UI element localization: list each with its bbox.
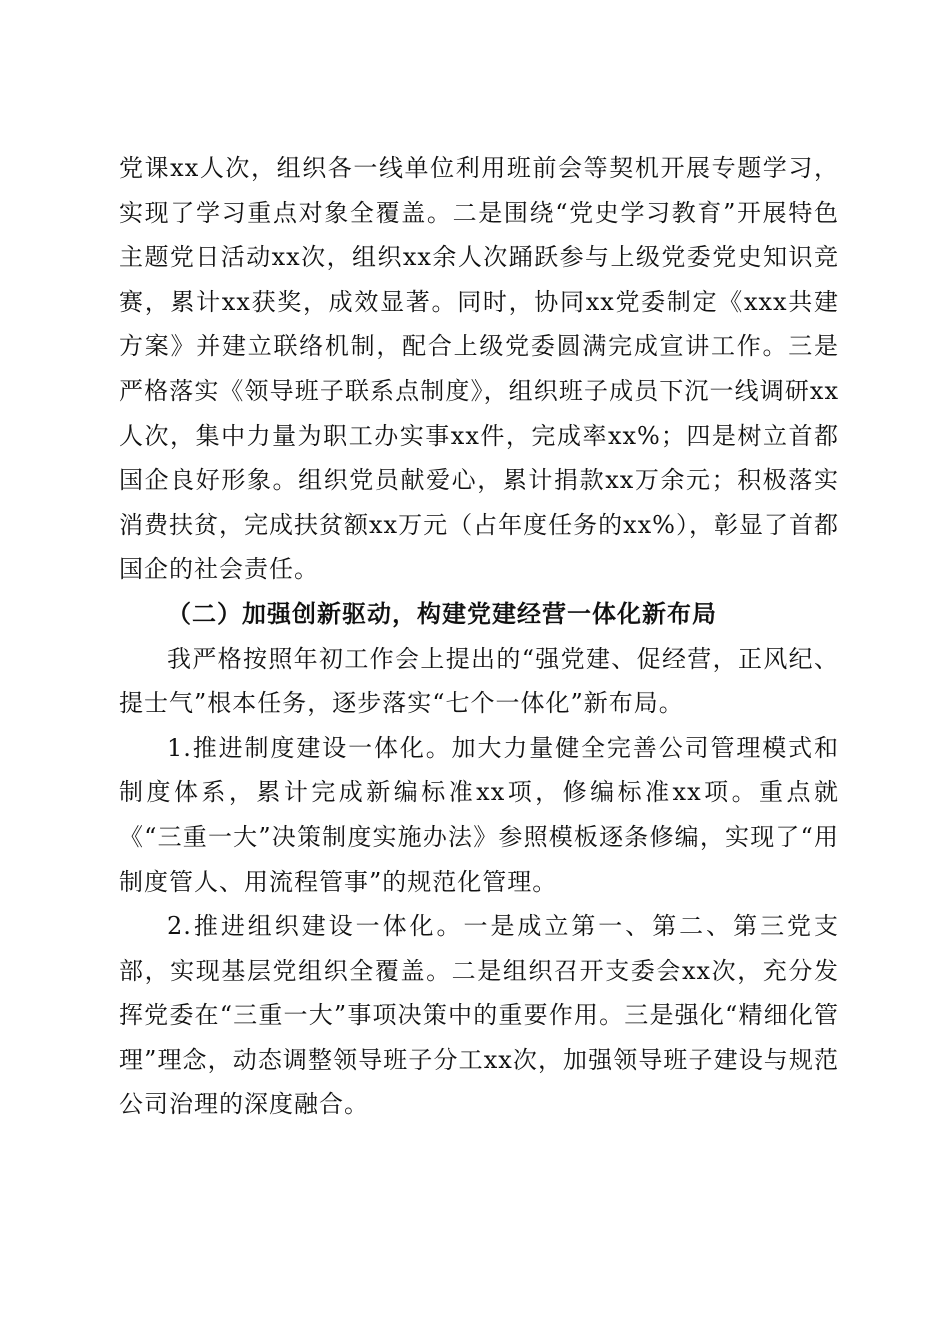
paragraph-item-1: 1.推进制度建设一体化。加大力量健全完善公司管理模式和制度体系，累计完成新编标准xx项，修编标准xx项。重点就《“三重一大”决策制度实施办法》参照模板逐条修编，实现了“用制度管人、用流程管事”的规范化管理。 [119, 733, 839, 896]
paragraph-intro: 我严格按照年初工作会上提出的“强党建、促经营，正风纪、提士气”根本任务，逐步落实“七个一体化”新布局。 [119, 644, 839, 718]
document-body [119, 146, 839, 1127]
paragraph-continuation: 党课xx人次，组织各一线单位利用班前会等契机开展专题学习，实现了学习重点对象全覆盖。二是围绕“党史学习教育”开展特色主题党日活动xx次，组织xx余人次踊跃参与上级党委党史知识竞赛，累计xx获奖，成效显著。同时，协同xx党委制定《xxx共建方案》并建立联络机制，配合上级党委圆满完成宣讲工作。三是严格落实《领导班子联系点制度》，组织班子成员下沉一线调研xx人次，集中力量为职工办实事xx件，完成率xx%；四是树立首都国企良好形象。组织党员献爱心，累计捐款xx万余元；积极落实消费扶贫，完成扶贫额xx万元（占年度任务的xx%），彰显了首都国企的社会责任。 [119, 154, 839, 584]
section-heading: （二）加强创新驱动，构建党建经营一体化新布局 [167, 598, 717, 628]
paragraph-item-2: 2.推进组织建设一体化。一是成立第一、第二、第三党支部，实现基层党组织全覆盖。二是组织召开支委会xx次，充分发挥党委在“三重一大”事项决策中的重要作用。三是强化“精细化管理”理念，动态调整领导班子分工xx次，加强领导班子建设与规范公司治理的深度融合。 [119, 912, 839, 1119]
